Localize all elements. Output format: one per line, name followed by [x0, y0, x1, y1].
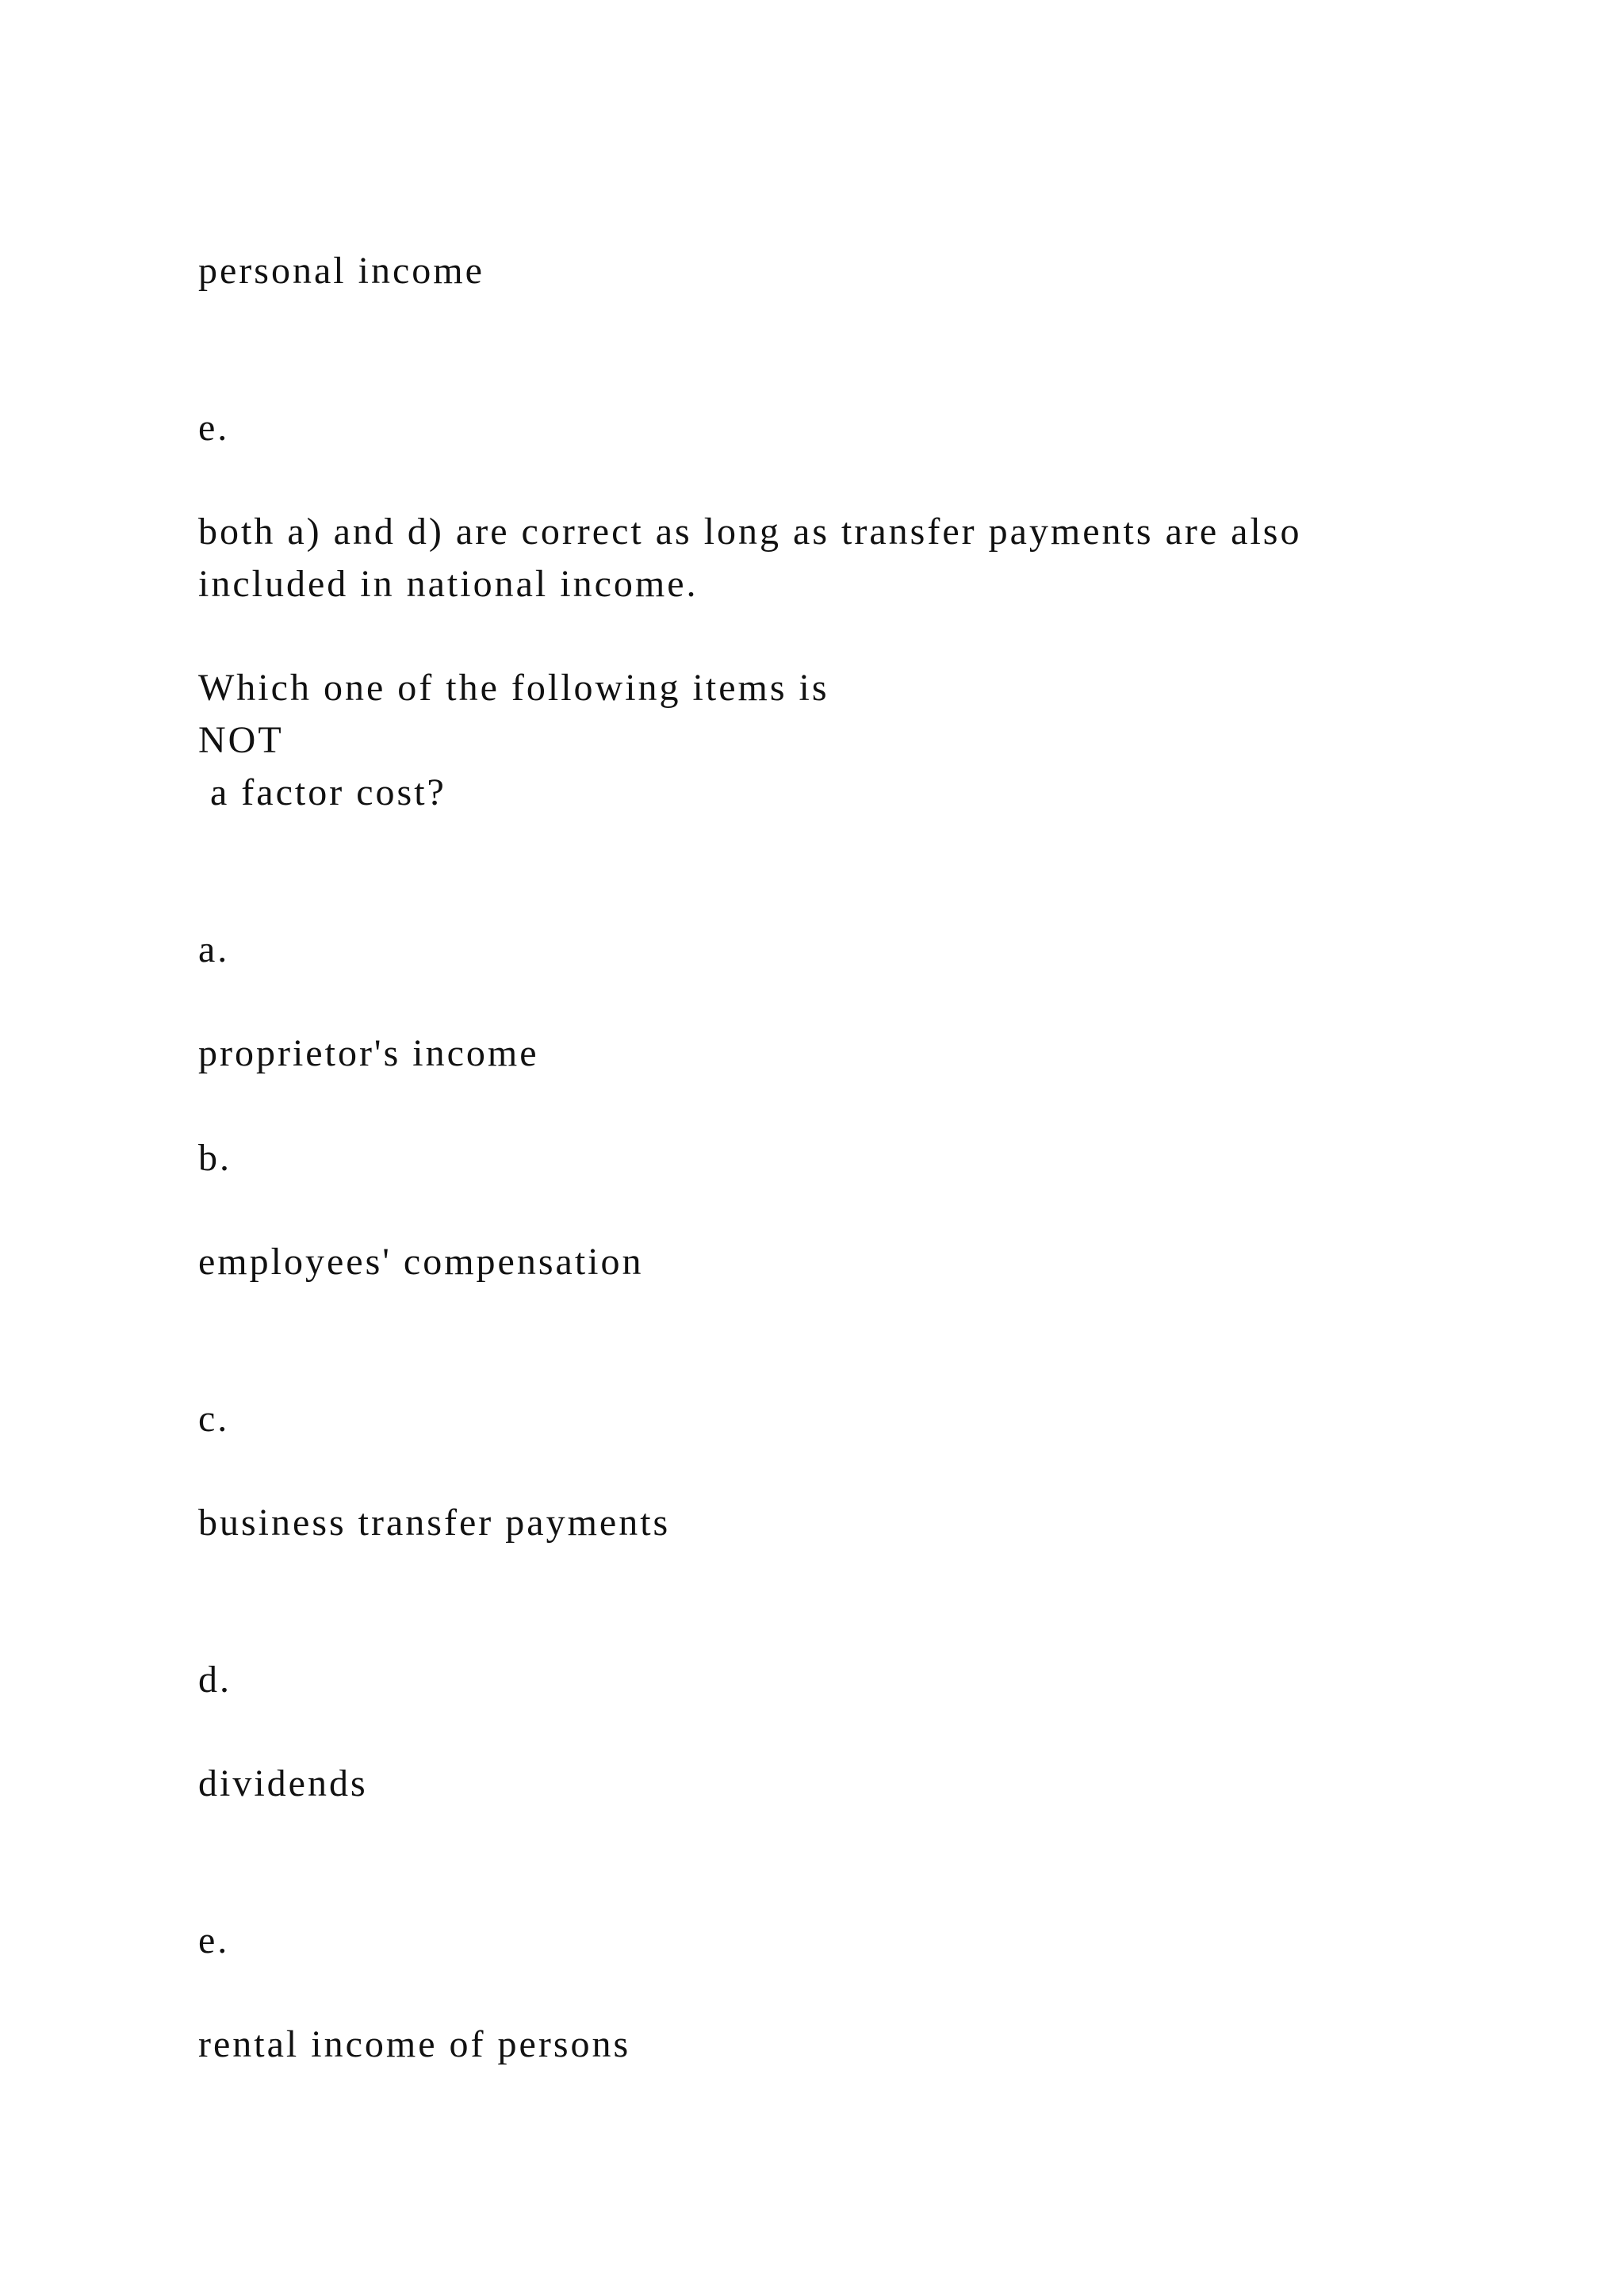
question-text-line3: a factor cost?	[198, 771, 446, 813]
option-c-letter: c.	[198, 1398, 230, 1440]
previous-option-e-text-line2: included in national income.	[198, 563, 699, 605]
previous-option-e-letter: e.	[198, 407, 230, 449]
option-b-text: employees' compensation	[198, 1241, 644, 1283]
option-a-text: proprietor's income	[198, 1032, 539, 1074]
previous-option-e-text-line1: both a) and d) are correct as long as transfer payments are also	[198, 511, 1302, 553]
option-d-text: dividends	[198, 1762, 368, 1804]
question-text-line2: NOT	[198, 719, 284, 761]
previous-option-text: personal income	[198, 250, 485, 292]
option-e-letter: e.	[198, 1919, 230, 1961]
option-b-letter: b.	[198, 1137, 232, 1179]
option-c-text: business transfer payments	[198, 1502, 671, 1544]
question-text-line1: Which one of the following items is	[198, 667, 829, 709]
option-d-letter: d.	[198, 1659, 232, 1701]
option-a-letter: a.	[198, 928, 230, 970]
option-e-text: rental income of persons	[198, 2023, 631, 2065]
